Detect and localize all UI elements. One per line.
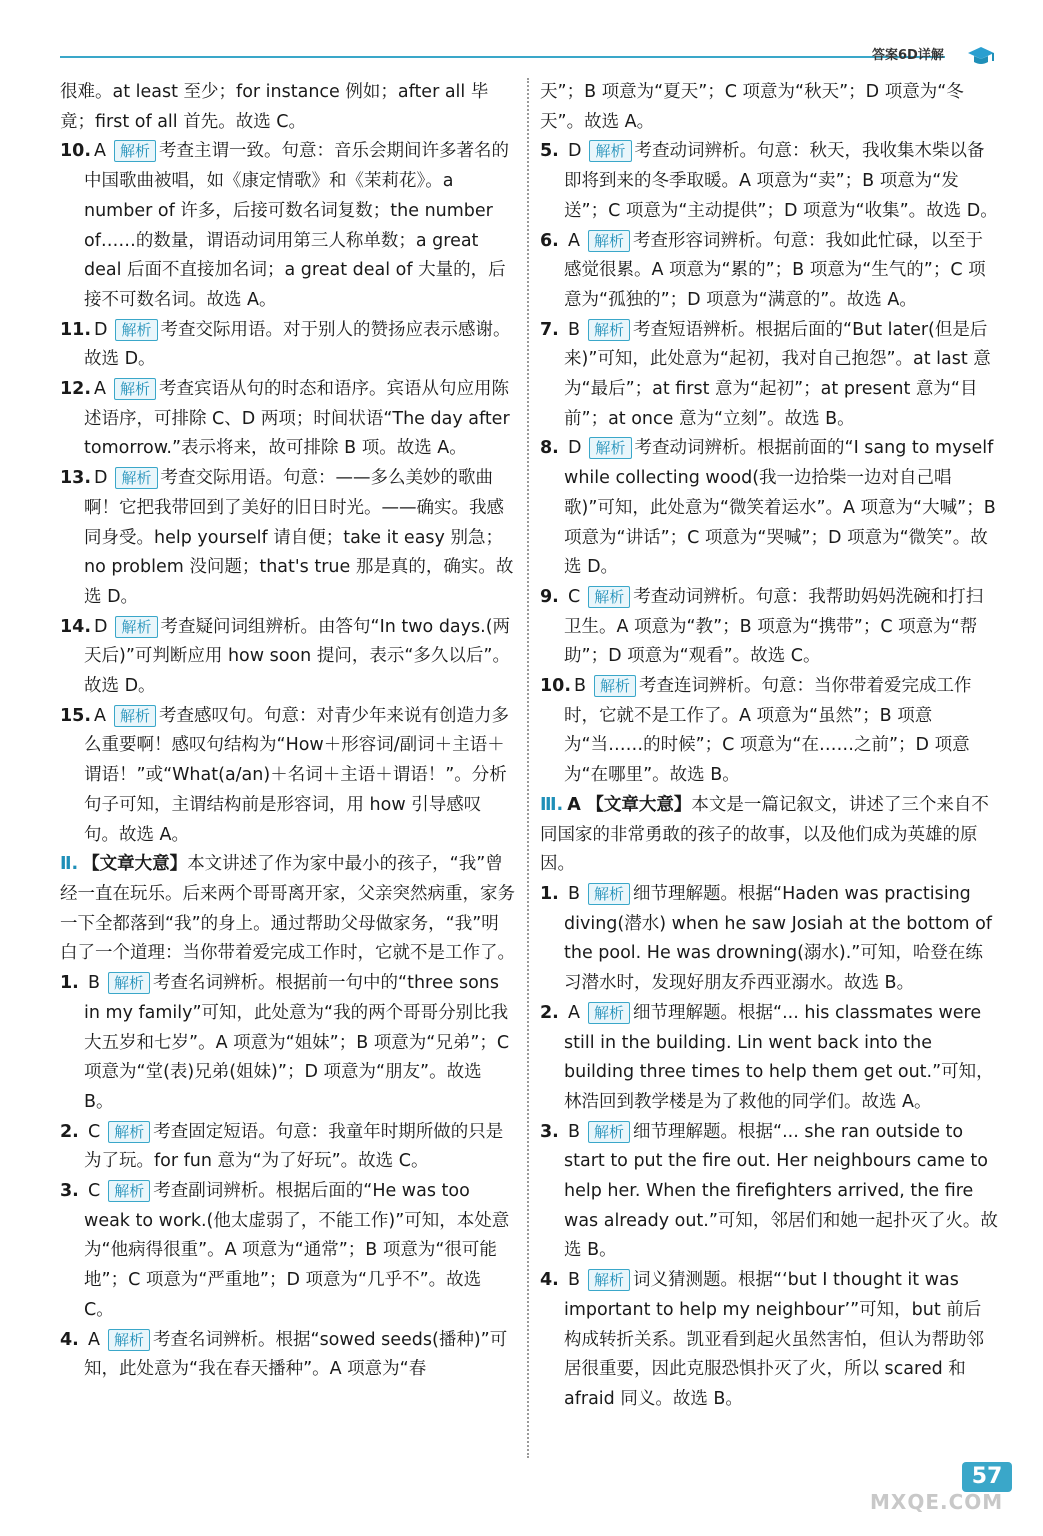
analysis-text: 考查感叹句。句意：对青少年来说有创造力多么重要啊！感叹句结构为“How＋形容词/副词＋主语＋谓语！”或“What(a/an)＋名词＋主语＋谓语！”。分析句子可知，主谓结构前是形容词，用 how 引导感叹句。故选 A。	[84, 705, 509, 845]
answer-letter: B	[568, 1270, 581, 1291]
analysis-text: 考查宾语从句的时态和语序。宾语从句应用陈述语序，可排除 C、D 两项；时间状语“The day after tomorrow.”表示将来，故可排除 B 项。故选 A。	[84, 379, 510, 459]
section-title: 【文章大意】	[82, 854, 188, 875]
analysis-tag: 解析	[108, 1121, 150, 1143]
analysis-tag: 解析	[589, 437, 631, 459]
item-number: 2.	[60, 1121, 79, 1142]
analysis-tag: 解析	[115, 319, 157, 341]
answer-item	[540, 434, 998, 583]
answer-list	[540, 137, 998, 790]
item-number: 15.	[60, 705, 92, 726]
answer-item	[60, 702, 515, 851]
analysis-tag: 解析	[588, 1002, 630, 1024]
answer-letter: A	[88, 1329, 100, 1350]
answer-list	[60, 137, 515, 850]
continued-text: 天”；B 项意为“夏天”；C 项意为“秋天”；D 项意为“冬天”。故选 A。	[540, 82, 964, 132]
analysis-text: 考查动词辨析。句意：秋天，我收集木柴以备即将到来的冬季取暖。A 项意为“卖”；B 项意为“发送”；C 项意为“主动提供”；D 项意为“收集”。故选 D。	[564, 141, 998, 221]
answer-item	[60, 464, 515, 613]
answer-item	[540, 583, 998, 672]
analysis-text: 词义猜测题。根据“‘but I thought it was important to help my neighbour’”可知，but 前后构成转折关系。凯亚看到起火虽然害怕，但认为帮助邻居很重要，因此克服恐惧扑灭了火，所以 scared 和 afraid 同义。故选 B。	[564, 1270, 984, 1409]
item-number: 3.	[60, 1181, 79, 1202]
left-column	[60, 78, 515, 1385]
answer-item	[60, 316, 515, 375]
item-number: 14.	[60, 616, 92, 637]
analysis-tag: 解析	[588, 883, 630, 905]
analysis-text: 细节理解题。根据“Haden was practising diving(潜水) when he saw Josiah at the bottom of the pool. He was drowning(溺水).”可知，哈登在练习潜水时，发现好朋友乔西亚溺水。故选 B。	[564, 883, 992, 994]
analysis-tag: 解析	[588, 319, 630, 341]
answer-letter: D	[94, 468, 108, 489]
answer-letter: A	[94, 705, 106, 726]
analysis-tag: 解析	[588, 586, 630, 608]
answer-list	[60, 969, 515, 1385]
answer-letter: B	[568, 883, 581, 904]
answer-item	[60, 375, 515, 464]
answer-item	[60, 1326, 515, 1385]
answer-letter: C	[568, 586, 581, 607]
item-number: 2.	[540, 1002, 559, 1023]
watermark: MXQE.COM	[870, 1490, 1004, 1514]
page-number: 57	[962, 1462, 1012, 1492]
item-number: 4.	[540, 1270, 559, 1291]
section-summary	[540, 791, 998, 880]
item-number: 4.	[60, 1329, 79, 1350]
item-number: 3.	[540, 1121, 559, 1142]
analysis-text: 考查动词辨析。句意：我帮助妈妈洗碗和打扫卫生。A 项意为“教”；B 项意为“携带”；C 项意为“帮助”；D 项意为“观看”。故选 C。	[564, 586, 984, 667]
analysis-text: 考查动词辨析。根据前面的“I sang to myself while collecting wood(我一边拾柴一边对自己唱歌)”可知，此处意为“微笑着运水”。A 项意为“大喊”；B 项意为“讲话”；C 项意为“哭喊”；D 项意为“微笑”。故选 D。	[564, 438, 996, 578]
answer-item	[540, 880, 998, 999]
answer-letter: D	[568, 438, 582, 459]
answer-item	[60, 1118, 515, 1177]
analysis-tag: 解析	[594, 675, 636, 697]
section-text: 本文是一篇记叙文，讲述了三个来自不同国家的非常勇敢的孩子的故事，以及他们成为英雄的原因。	[540, 794, 989, 875]
answer-letter: C	[88, 1121, 101, 1142]
section-number: Ⅲ.	[540, 794, 564, 815]
item-number: 6.	[540, 230, 559, 251]
answer-letter: D	[94, 319, 108, 340]
answer-list	[540, 880, 998, 1415]
analysis-text: 细节理解题。根据“... his classmates were still in the building. Lin went back into the building three times to help them get out.”可知，林浩回到教学楼是为了救他的同学们。故选 A。	[564, 1002, 994, 1112]
item-number: 10.	[540, 676, 572, 697]
column-divider	[527, 78, 529, 1458]
item-number: 5.	[540, 141, 559, 162]
answer-item	[60, 969, 515, 1118]
item-number: 9.	[540, 586, 559, 607]
analysis-text: 考查交际用语。对于别人的赞扬应表示感谢。故选 D。	[84, 319, 511, 370]
header-rule	[60, 56, 945, 58]
analysis-tag: 解析	[589, 140, 631, 162]
item-number: 12.	[60, 379, 92, 400]
answer-letter: B	[574, 676, 587, 697]
answer-item	[540, 672, 998, 791]
answer-item	[540, 1266, 998, 1415]
answer-letter: A	[568, 1002, 580, 1023]
analysis-text: 考查名词辨析。根据前一句中的“three sons in my family”可知，此处意为“我的两个哥哥分别比我大五岁和七岁”。A 项意为“姐妹”；B 项意为“兄弟”；C 项意为“堂(表)兄弟(姐妹)”；D 项意为“朋友”。故选 B。	[84, 973, 510, 1112]
answer-letter: A	[94, 141, 106, 162]
item-number: 1.	[540, 883, 559, 904]
section-letter: A	[567, 794, 581, 815]
section-number: Ⅱ.	[60, 854, 79, 875]
graduation-cap-icon	[966, 44, 996, 68]
section-title: 【文章大意】	[586, 794, 692, 815]
analysis-tag: 解析	[108, 1329, 150, 1351]
analysis-tag: 解析	[114, 705, 156, 727]
continued-text: 很难。at least 至少；for instance 例如；after all 毕竟；first of all 首先。故选 C。	[60, 82, 489, 132]
answer-item	[540, 1118, 998, 1267]
analysis-tag: 解析	[588, 230, 630, 252]
analysis-tag: 解析	[114, 378, 156, 400]
analysis-tag: 解析	[115, 467, 157, 489]
answer-item	[60, 137, 515, 315]
analysis-text: 考查连词辨析。句意：当你带着爱完成工作时，它就不是工作了。A 项意为“虽然”；B 项意为“当……的时候”；C 项意为“在……之前”；D 项意为“在哪里”。故选 B。	[564, 676, 972, 786]
analysis-text: 考查形容词辨析。句意：我如此忙碌，以至于感觉很累。A 项意为“累的”；B 项意为“生气的”；C 项意为“孤独的”；D 项意为“满意的”。故选 A。	[564, 230, 986, 310]
answer-letter: B	[568, 319, 581, 340]
header-label: 答案6D详解	[872, 48, 944, 63]
answer-item	[540, 137, 998, 226]
answer-item	[60, 1177, 515, 1326]
analysis-text: 考查主谓一致。句意：音乐会期间许多著名的中国歌曲被唱，如《康定情歌》和《茉莉花》。a number of 许多，后接可数名词复数；the number of……的数量，谓语动词用第三人称单数；a great deal 后面不直接加名词；a great deal of 大量的，后接不可数名词。故选 A。	[84, 141, 509, 310]
section-summary	[60, 850, 515, 969]
answer-item	[60, 613, 515, 702]
answer-item	[540, 999, 998, 1118]
analysis-text: 考查固定短语。句意：我童年时期所做的只是为了玩。for fun 意为“为了好玩”。故选 C。	[84, 1121, 504, 1172]
answer-letter: D	[94, 616, 108, 637]
answer-letter: B	[568, 1121, 581, 1142]
item-number: 13.	[60, 468, 92, 489]
analysis-tag: 解析	[588, 1269, 630, 1291]
analysis-tag: 解析	[588, 1121, 630, 1143]
section-text: 本文讲述了作为家中最小的孩子，“我”曾经一直在玩乐。后来两个哥哥离开家，父亲突然病重，家务一下全都落到“我”的身上。通过帮助父母做家务，“我”明白了一个道理：当你带着爱完成工作时，它就不是工作了。	[60, 854, 515, 964]
answer-letter: C	[88, 1181, 101, 1202]
item-number: 11.	[60, 319, 92, 340]
right-column	[540, 78, 998, 1415]
analysis-text: 考查疑问词组辨析。由答句“In two days.(两天后)”可判断应用 how soon 提问，表示“多久以后”。故选 D。	[84, 616, 511, 697]
answer-letter: A	[568, 230, 580, 251]
answer-letter: B	[88, 973, 101, 994]
analysis-text: 细节理解题。根据“... she ran outside to start to put the fire out. Her neighbours came to help her. When the firefighters arrived, the fire was already out.”可知，邻居们和她一起扑灭了火。故选 B。	[564, 1121, 998, 1261]
item-number: 7.	[540, 319, 559, 340]
analysis-tag: 解析	[115, 616, 157, 638]
item-number: 10.	[60, 141, 92, 162]
analysis-tag: 解析	[114, 140, 156, 162]
analysis-text: 考查短语辨析。根据后面的“But later(但是后来)”可知，此处意为“起初，我对自己抱怨”。at last 意为“最后”；at first 意为“起初”；at present 意为“目前”；at once 意为“立刻”。故选 B。	[564, 319, 991, 429]
answer-letter: D	[568, 141, 582, 162]
analysis-text: 考查名词辨析。根据“sowed seeds(播种)”可知，此处意为“我在春天播种”。A 项意为“春	[84, 1329, 508, 1380]
answer-item	[540, 316, 998, 435]
item-number: 8.	[540, 438, 559, 459]
analysis-tag: 解析	[108, 972, 150, 994]
item-number: 1.	[60, 973, 79, 994]
answer-item	[540, 227, 998, 316]
analysis-text: 考查副词辨析。根据后面的“He was too weak to work.(他太虚弱了，不能工作)”可知，本处意为“他病得很重”。A 项意为“通常”；B 项意为“很可能地”；C 项意为“严重地”；D 项意为“几乎不”。故选 C。	[84, 1181, 510, 1320]
answer-letter: A	[94, 379, 106, 400]
analysis-text: 考查交际用语。句意：——多么美妙的歌曲啊！它把我带回到了美好的旧日时光。——确实。我感同身受。help yourself 请自便；take it easy 别急；no problem 没问题；that's true 那是真的，确实。故选 D。	[84, 468, 514, 607]
analysis-tag: 解析	[108, 1180, 150, 1202]
